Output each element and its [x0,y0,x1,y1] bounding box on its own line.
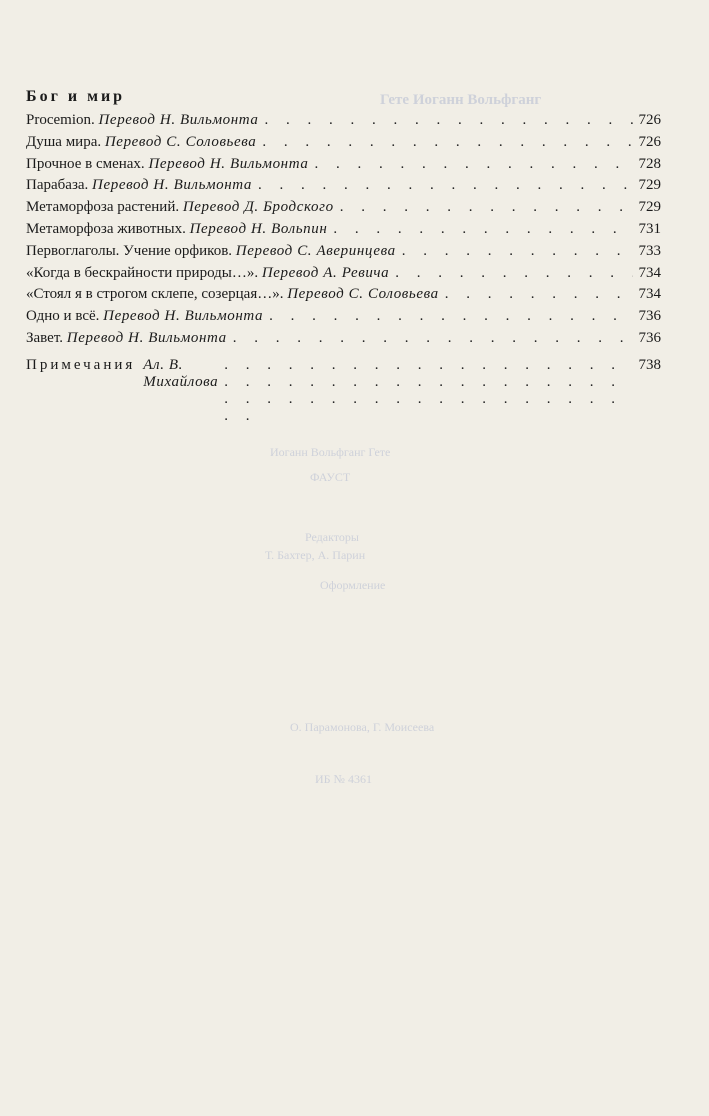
bleed-through-text: Т. Бахтер, А. Парин [265,548,366,562]
toc-entry-title [26,110,259,132]
notes-entry [26,357,661,425]
page-number: 729 [638,177,661,194]
toc-entry [26,154,661,176]
dot-leader [265,110,633,132]
toc-entry-title [26,241,396,263]
notes-author: Ал. В. Михайлова [143,357,219,390]
work-title: Метаморфоза животных. [26,220,186,237]
toc-entry [26,306,661,328]
work-title: Прочное в сменах. [26,155,145,172]
toc-entry-title [26,219,327,241]
bleed-through-text: ФАУСТ [310,470,351,484]
dot-leader [333,219,632,241]
work-title: Первоглаголы. Учение орфиков. [26,242,233,259]
toc-entry [26,284,661,306]
dot-leader [233,328,633,350]
work-title: Одно и всё. [26,308,100,325]
bleed-through-text: Редакторы [305,530,359,544]
toc-entry [26,328,661,350]
translator: Перевод А. Ревича [261,264,390,281]
dot-leader [262,132,632,154]
work-title: Парабаза. [26,177,89,194]
notes-page-number: 738 [638,357,661,373]
translator: Перевод Н. Вильмонта [98,112,259,128]
translator: Перевод Н. Вильмонта [66,329,227,346]
dot-leader [402,241,633,263]
translator: Перевод Н. Вильмонта [103,308,264,325]
translator: Перевод С. Соловьева [104,133,257,150]
bleed-through-text: О. Парамонова, Г. Моисеева [290,720,435,734]
page-number: 736 [638,308,661,325]
work-title: «Стоял я в строгом склепе, созерцая…». [26,286,284,303]
dot-leader [395,263,632,285]
toc-entry [26,197,661,219]
work-title: Метаморфоза растений. [26,199,180,216]
translator: Перевод Д. Бродского [182,199,334,216]
translator: Перевод Н. Вильмонта [148,155,309,172]
work-title: «Когда в бескрайности природы…». [26,264,259,281]
page-number: 728 [638,155,661,172]
bleed-through-text: Гете Иоганн Вольфганг [380,92,542,108]
dot-leader [340,197,633,219]
work-title: Душа мира. [26,133,102,150]
toc-entry-title [26,197,334,219]
dot-leader [445,284,633,306]
toc-entry [26,175,661,197]
toc-entry-title [26,306,263,328]
work-title: Procemion. [26,112,95,128]
table-of-contents [26,110,661,350]
section-title: Бог и мир [26,88,126,105]
toc-entry-title [26,175,252,197]
page-number: 736 [638,329,661,346]
page-number: 729 [638,199,661,216]
page-number: 731 [638,220,661,237]
toc-entry-title [26,132,256,154]
toc-entry-title [26,328,227,350]
toc-entry-title [26,154,308,176]
page-number: 734 [638,286,661,303]
toc-entry [26,241,661,263]
toc-entry [26,219,661,241]
translator: Перевод С. Аверинцева [235,242,396,259]
toc-entry [26,263,661,285]
toc-entry [26,132,661,154]
bleed-through-text: Иоганн Вольфганг Гете [270,445,391,459]
toc-entry-title [26,284,439,306]
bleed-through-text: Оформление [320,578,386,592]
page-number: 733 [638,242,661,259]
page-number: 726 [638,133,661,150]
dot-leader [269,306,632,328]
translator: Перевод Н. Вильмонта [92,177,253,194]
page-number: 734 [638,264,661,281]
toc-entry-title [26,263,389,285]
toc-entry [26,110,661,132]
notes-label: Примечания [26,357,136,373]
translator: Перевод С. Соловьева [287,286,439,303]
dot-leader [224,357,632,425]
bleed-through-text: ИБ № 4361 [315,772,373,786]
translator: Перевод Н. Вольпин [189,220,328,237]
dot-leader [258,175,632,197]
dot-leader [314,154,632,176]
page-number: 726 [638,112,661,128]
work-title: Завет. [26,329,64,346]
